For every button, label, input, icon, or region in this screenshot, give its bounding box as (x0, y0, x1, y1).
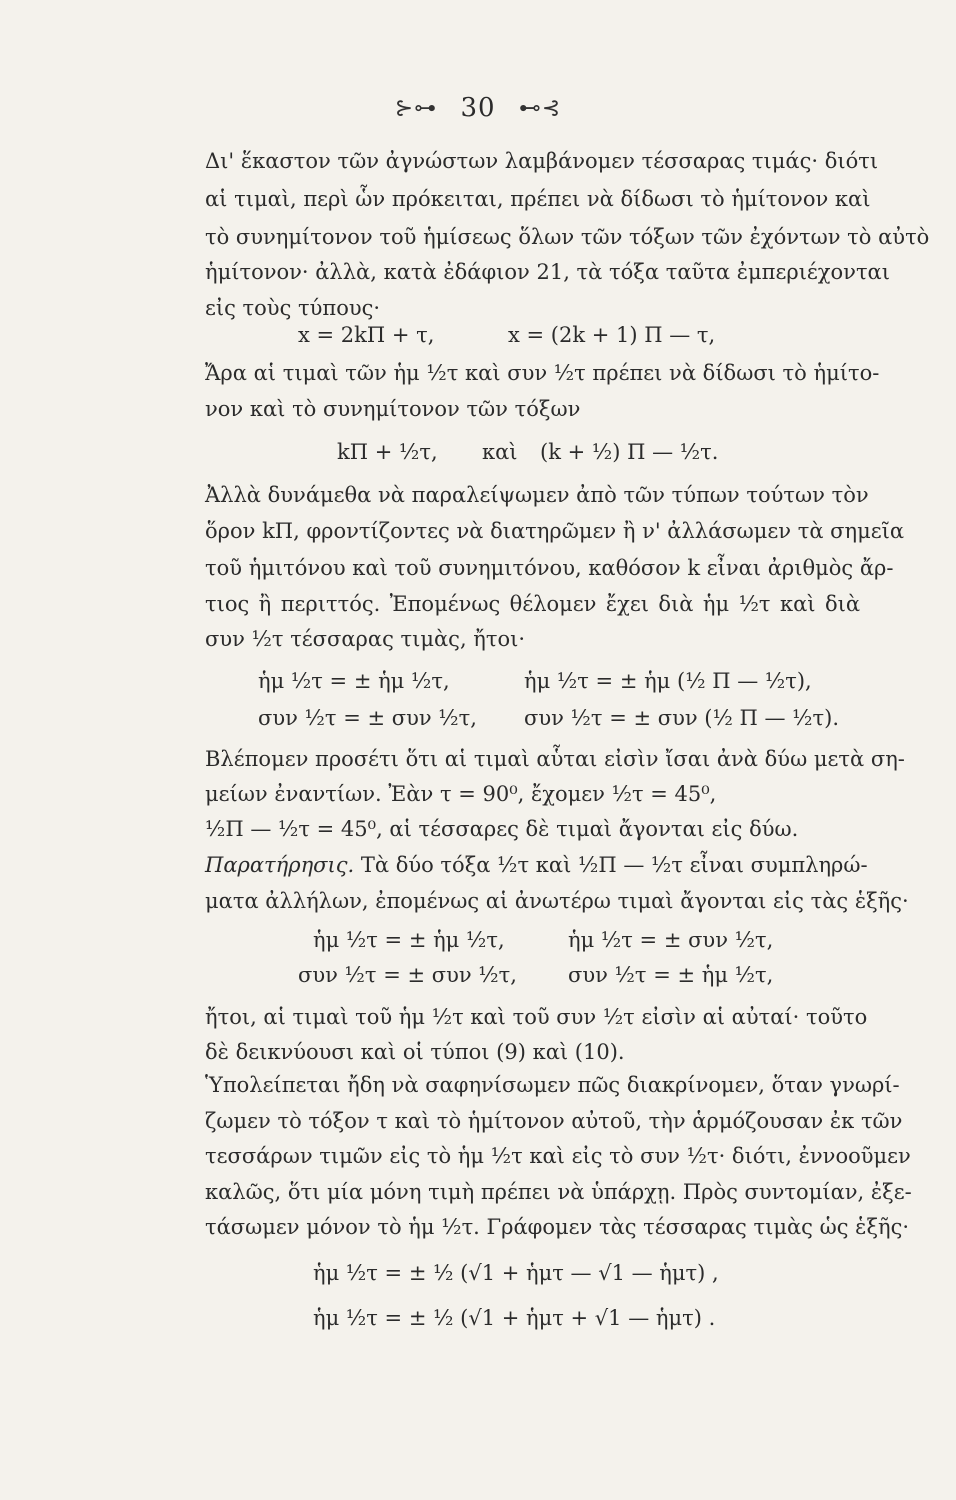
right-ornament-icon: ⊷⊰ (518, 95, 562, 121)
text-line: Ἀλλὰ δυνάμεθα νὰ παραλείψωμεν ἀπὸ τῶν τύπων τούτων τὸν (205, 483, 869, 507)
text-line: ἤτοι, αἱ τιμαὶ τοῦ ἡμ ½τ καὶ τοῦ συν ½τ εἰσὶν αἱ αὐταί· τοῦτο (205, 1005, 868, 1029)
equation-right: ἡμ ½τ = ± συν ½τ, (568, 928, 774, 952)
equation-right: συν ½τ = ± συν (½ Π — ½τ). (524, 706, 839, 730)
text-line: νον καὶ τὸ συνημίτονον τῶν τόξων (205, 397, 581, 421)
text-line: τὸ συνημίτονον τοῦ ἡμίσεως ὅλων τῶν τόξων τῶν ἐχόντων τὸ αὐτὸ (205, 225, 930, 249)
text-line: τιος ἢ περιττός. Ἐπομένως θέλομεν ἔχει διὰ ἡμ ½τ καὶ διὰ (205, 592, 860, 616)
page-number: 30 (460, 93, 496, 123)
equation-connector: καὶ (482, 440, 518, 464)
text-line: Ὑπολείπεται ἤδη νὰ σαφηνίσωμεν πῶς διακρίνομεν, ὅταν γνωρί- (205, 1073, 900, 1097)
equation-row: ἡμ ½τ = ± ½ (√1 + ἡμτ + √1 — ἡμτ) . (313, 1306, 716, 1330)
equation-left: συν ½τ = ± συν ½τ, (298, 963, 517, 987)
equation-left: ἡμ ½τ = ± ἡμ ½τ, (258, 669, 450, 693)
equation-right: συν ½τ = ± ἡμ ½τ, (568, 963, 774, 987)
page-header (0, 92, 956, 123)
left-ornament-icon: ⊱⊶ (394, 95, 438, 121)
equation-left: x = 2kΠ + τ, (298, 323, 435, 347)
text-line: καλῶς, ὅτι μία μόνη τιμὴ πρέπει νὰ ὑπάρχῃ. Πρὸς συντομίαν, ἐξε- (205, 1180, 912, 1204)
text-line: εἰς τοὺς τύπους· (205, 296, 381, 320)
text-line: ὅρον kΠ, φροντίζοντες νὰ διατηρῶμεν ἢ ν' ἀλλάσωμεν τὰ σημεῖα (205, 519, 905, 543)
equation-right: (k + ½) Π — ½τ. (540, 440, 719, 464)
text-line: Ἄρα αἱ τιμαὶ τῶν ἡμ ½τ καὶ συν ½τ πρέπει νὰ δίδωσι τὸ ἡμίτο- (205, 361, 880, 385)
equation-row: ἡμ ½τ = ± ½ (√1 + ἡμτ — √1 — ἡμτ) , (313, 1261, 719, 1285)
text-line: ζωμεν τὸ τόξον τ καὶ τὸ ἡμίτονον αὐτοῦ, τὴν ἁρμόζουσαν ἐκ τῶν (205, 1109, 903, 1133)
remark-text: Τὰ δύο τόξα ½τ καὶ ½Π — ½τ εἶναι συμπληρώ- (360, 853, 868, 877)
text-line: τεσσάρων τιμῶν εἰς τὸ ἡμ ½τ καὶ εἰς τὸ συν ½τ· διότι, ἐννοοῦμεν (205, 1144, 911, 1168)
text-line: Βλέπομεν προσέτι ὅτι αἱ τιμαὶ αὗται εἰσὶν ἴσαι ἀνὰ δύω μετὰ ση- (205, 747, 905, 771)
text-line: συν ½τ τέσσαρας τιμὰς, ἤτοι· (205, 627, 526, 651)
text-line: ἡμίτονον· ἀλλὰ, κατὰ ἐδάφιον 21, τὰ τόξα ταῦτα ἐμπεριέχονται (205, 260, 890, 284)
text-line: τάσωμεν μόνον τὸ ἡμ ½τ. Γράφομεν τὰς τέσσαρας τιμὰς ὡς ἑξῆς· (205, 1215, 910, 1239)
text-line: ½Π — ½τ = 45⁰, αἱ τέσσαρες δὲ τιμαὶ ἄγονται εἰς δύω. (205, 817, 799, 841)
equation-right: x = (2k + 1) Π — τ, (508, 323, 716, 347)
equation-left: ἡμ ½τ = ± ἡμ ½τ, (313, 928, 505, 952)
text-line: μείων ἐναντίων. Ἐὰν τ = 90⁰, ἔχομεν ½τ = 45⁰, (205, 782, 717, 806)
equation-right: ἡμ ½τ = ± ἡμ (½ Π — ½τ), (524, 669, 812, 693)
text-line: Δι' ἕκαστον τῶν ἀγνώστων λαμβάνομεν τέσσαρας τιμάς· διότι (205, 149, 879, 173)
text-line: ματα ἀλλήλων, ἐπομένως αἱ ἀνωτέρω τιμαὶ ἄγονται εἰς τὰς ἑξῆς· (205, 889, 909, 913)
text-line: τοῦ ἡμιτόνου καὶ τοῦ συνημιτόνου, καθόσον k εἶναι ἀριθμὸς ἄρ- (205, 556, 894, 580)
text-line (205, 850, 868, 880)
text-line: δὲ δεικνύουσι καὶ οἱ τύποι (9) καὶ (10). (205, 1040, 625, 1064)
equation-left: συν ½τ = ± συν ½τ, (258, 706, 477, 730)
equation-left: kΠ + ½τ, (337, 440, 438, 464)
text-line: αἱ τιμαὶ, περὶ ὧν πρόκειται, πρέπει νὰ δίδωσι τὸ ἡμίτονον καὶ (205, 187, 871, 211)
remark-label: Παρατήρησις. (205, 853, 355, 877)
